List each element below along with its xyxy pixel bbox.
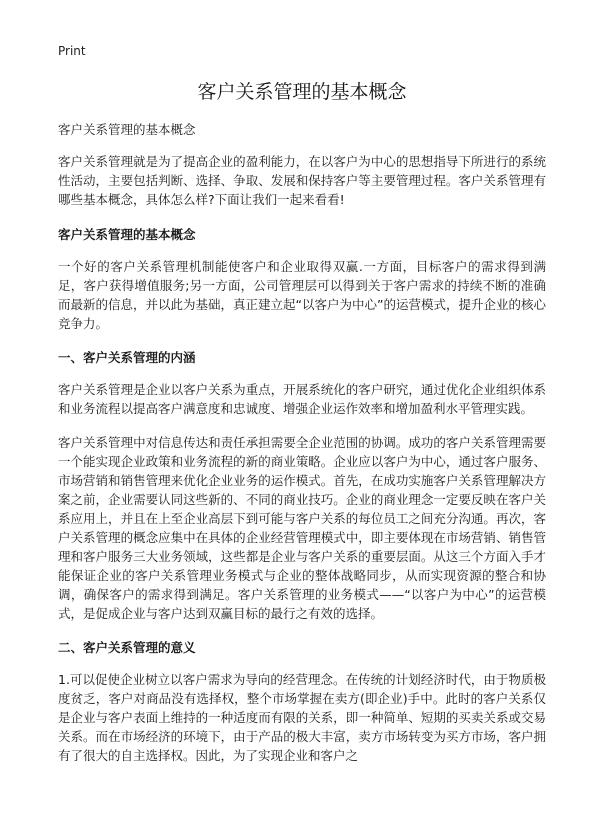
print-link[interactable]: Print — [58, 44, 86, 58]
document-body — [58, 120, 546, 765]
section-paragraph: 1.可以促使企业树立以客户需求为导向的经营理念。在传统的计划经济时代，由于物质极度贫乏，客户对商品没有选择权，整个市场掌握在卖方(即企业)手中。此时的客户关系仅是企业与客户表面上维持的一种适度而有限的关系，即一种简单、短期的买卖关系或交易关系。而在市场经济的环境下，由于产品的极大丰富，卖方市场转变为买方市场，客户拥有了很大的自主选择权。因此，为了实现企业和客户之 — [58, 672, 546, 763]
section-connotation — [58, 348, 546, 623]
section-significance — [58, 638, 546, 765]
intro-paragraph: 客户关系管理就是为了提高企业的盈利能力，在以客户为中心的思想指导下所进行的系统性活动，主要包括判断、选择、争取、发展和保持客户等主要管理过程。客户关系管理有哪些基本概念，具体怎么样?下面让我们一起来看看! — [58, 154, 546, 207]
section-paragraph: 客户关系管理是企业以客户关系为重点，开展系统化的客户研究，通过优化企业组织体系和业务流程以提高客户满意度和忠诚度、增强企业运作效率和增加盈利水平管理实践。 — [58, 382, 546, 416]
section-paragraph: 一个好的客户关系管理机制能使客户和企业取得双赢.一方面，目标客户的需求得到满足，客户获得增值服务;另一方面，公司管理层可以得到关于客户需求的持续不断的准确而最新的信息，并以此为基础，真正建立起“以客户为中心”的运营模式，提升企业的核心竞争力。 — [58, 259, 546, 331]
section-heading: 二、客户关系管理的意义 — [58, 640, 196, 655]
document-subtitle: 客户关系管理的基本概念 — [58, 122, 196, 137]
section-heading: 一、客户关系管理的内涵 — [58, 350, 196, 365]
document-title: 客户关系管理的基本概念 — [197, 81, 407, 103]
section-paragraph: 客户关系管理中对信息传达和责任承担需要全企业范围的协调。成功的客户关系管理需要一个能实现企业政策和业务流程的新的商业策略。企业应以客户为中心，通过客户服务、市场营销和销售管理来优化企业业务的运作模式。首先，在成功实施客户关系管理解决方案之前，企业需要认同这些新的、不同的商业技巧。企业的商业理念一定要反映在客户关系应用上，并且在上至企业高层下到可能与客户关系的每位员工之间充分沟通。再次，客户关系管理的概念应集中在具体的企业经营管理模式中，即主要体现在市场营销、销售管理和客户服务三大业务领域，这些都是企业与客户关系的重要层面。从这三个方面入手才能保证企业的客户关系管理业务模式与企业的整体战略同步，从而实现资源的整合和协调，确保客户的需求得到满足。客户关系管理的业务模式——“以客户为中心”的运营模式，是促成企业与客户达到双赢目标的最行之有效的选择。 — [58, 435, 546, 621]
section-heading: 客户关系管理的基本概念 — [58, 227, 196, 242]
section-basic-concept — [58, 225, 546, 333]
